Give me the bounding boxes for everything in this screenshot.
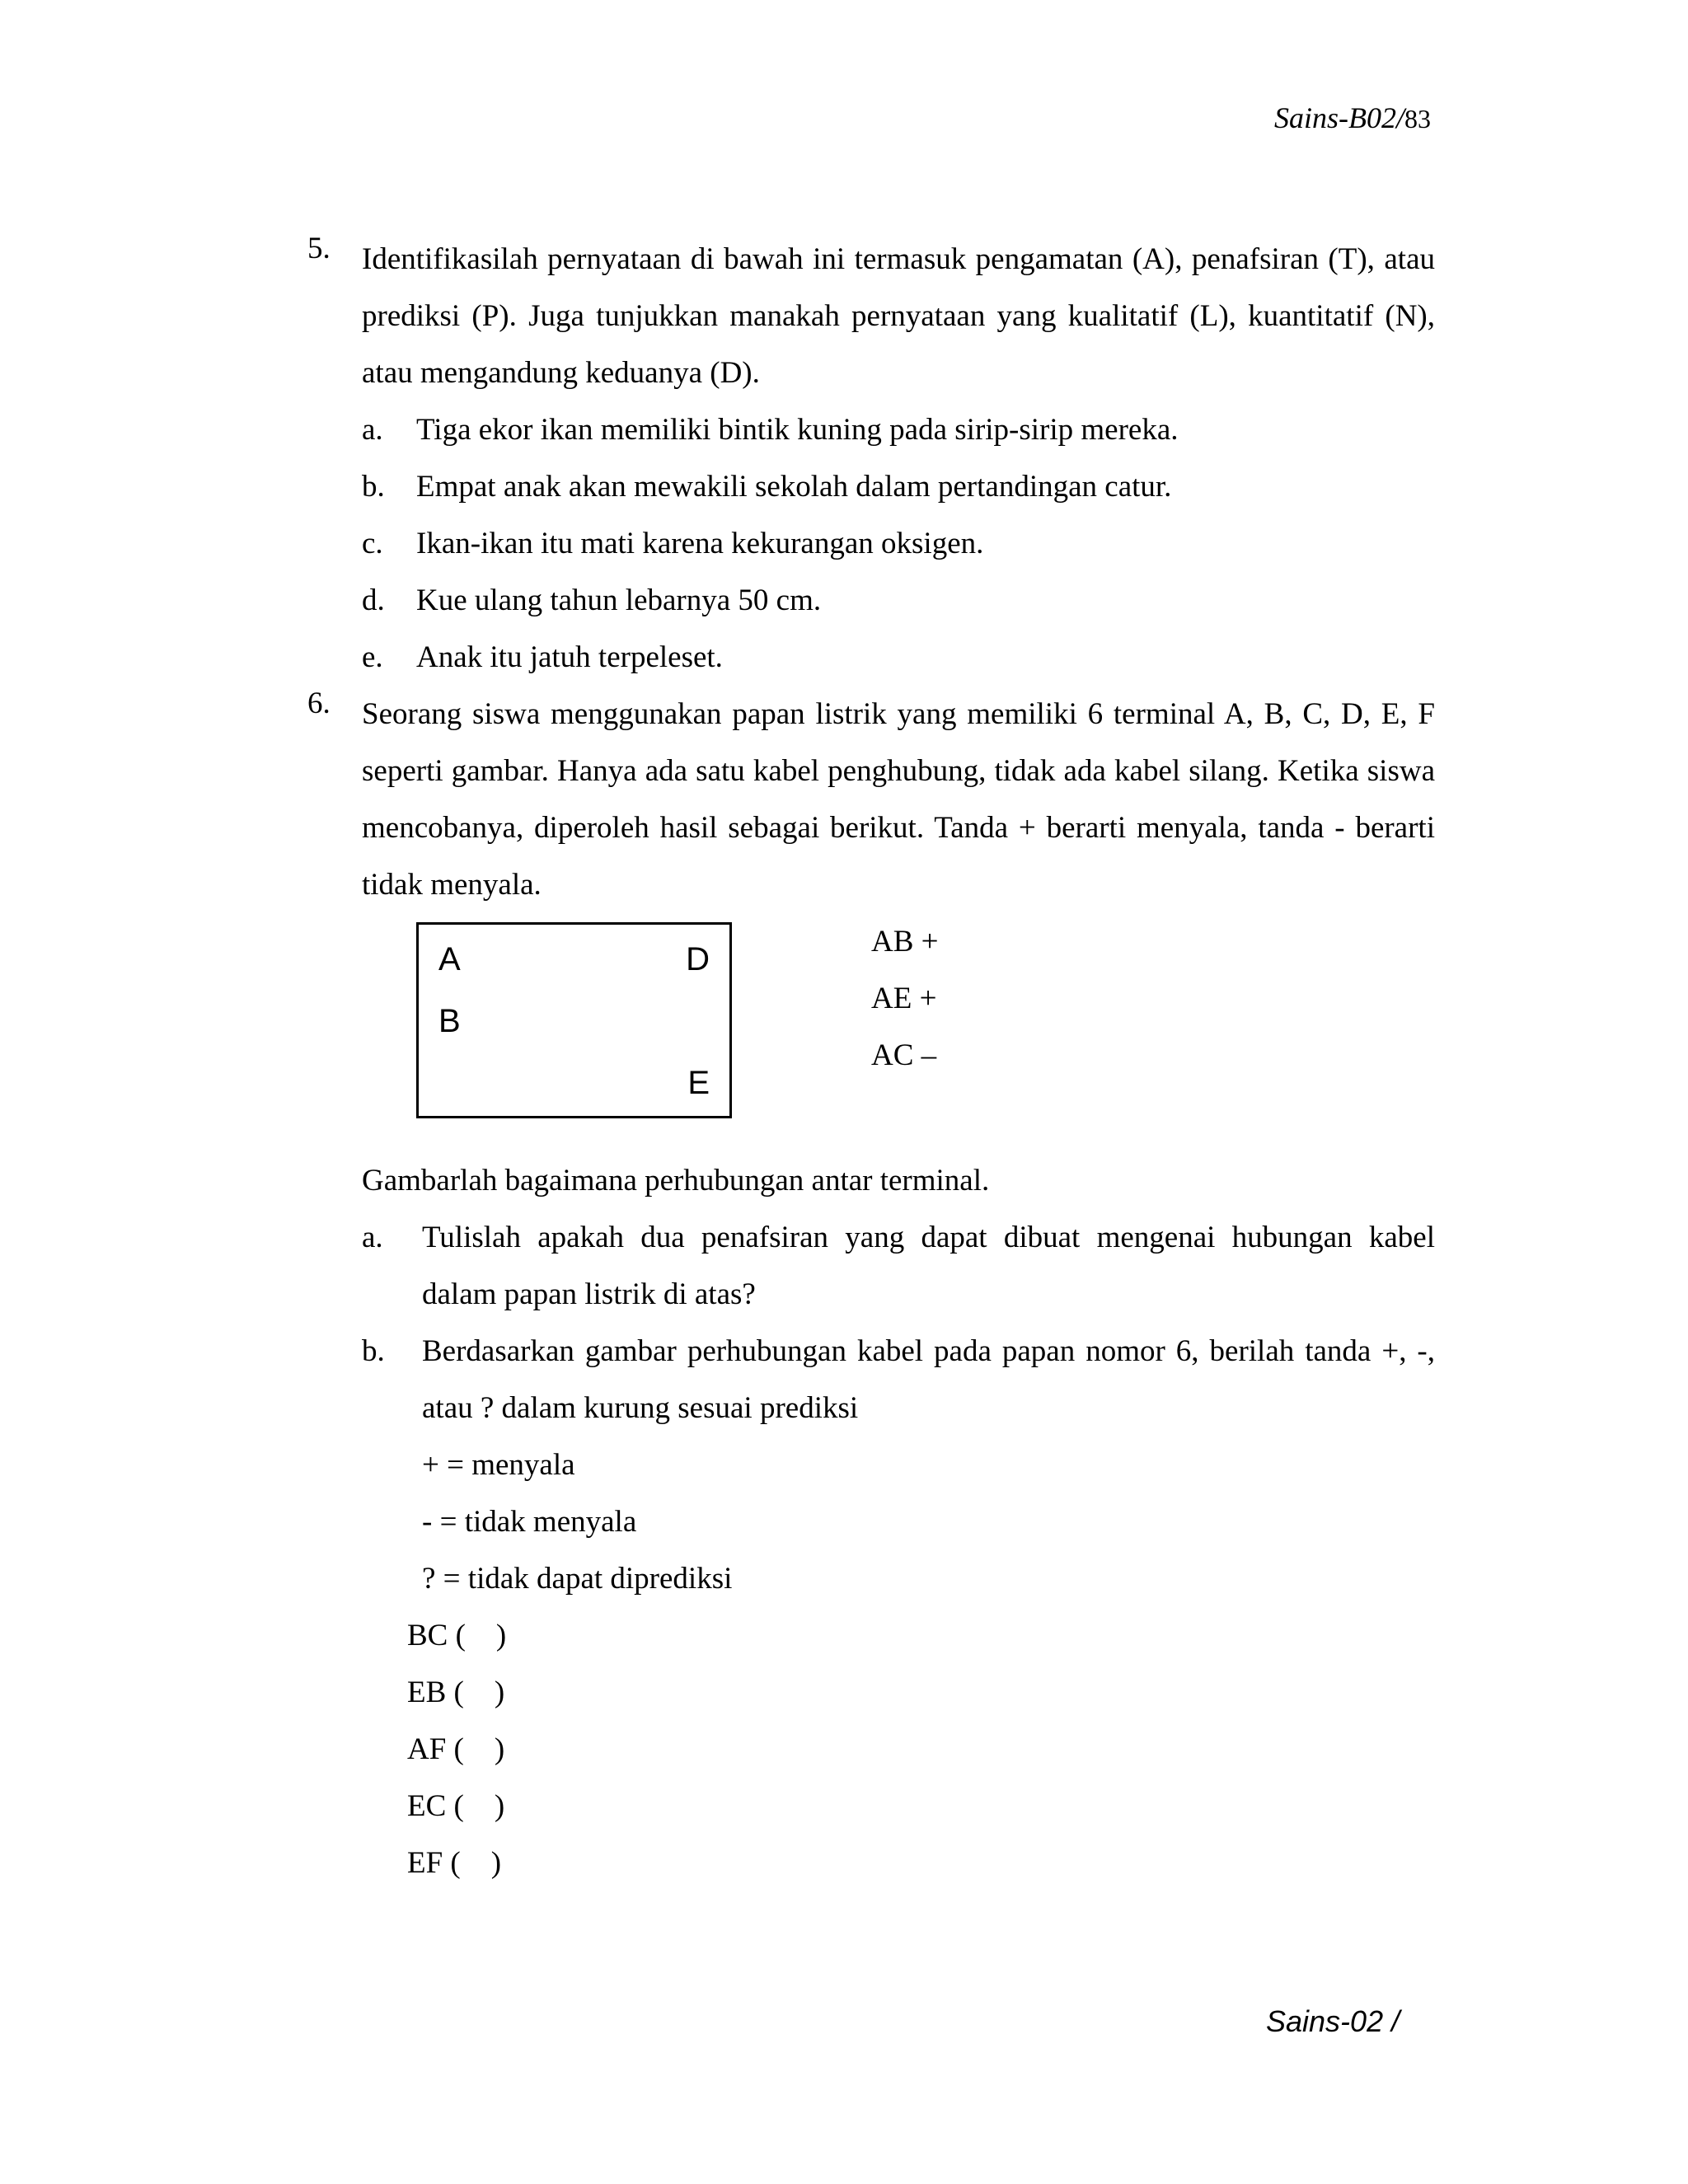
question-6-instruction: Gambarlah bagaimana perhubungan antar terminal. [362,1164,990,1197]
question-5 [307,231,1435,686]
question-5-items [362,401,1435,686]
item-label: a. [362,1221,383,1254]
item-label: b. [362,1334,385,1368]
terminal-b: B [438,1003,461,1039]
item-text: Kue ulang tahun lebarnya 50 cm. [416,583,822,617]
question-6-text: Seorang siswa menggunakan papan listrik yang memiliki 6 terminal A, B, C, D, E, F seperti gambar. Hanya ada satu kabel penghubung, tidak ada kabel silang. Ketika siswa mencobanya, diperoleh hasil sebagai berikut. Tanda + berarti menyala, tanda - berarti tidak menyala. [362,697,1435,902]
list-item [362,458,1435,515]
item-label: b. [362,470,385,504]
terminal-e: E [687,1065,710,1101]
legend-row: ? = tidak dapat diprediksi [422,1562,733,1596]
item-text: Tulislah apakah dua penafsiran yang dapat dibuat mengenai hubungan kabel dalam papan listrik di atas? [422,1221,1435,1311]
result-row: AE + [871,982,937,1015]
legend-row: - = tidak menyala [422,1505,637,1539]
item-label: d. [362,583,385,617]
list-item [362,401,1435,458]
answer-row: AF ( ) [407,1732,505,1766]
item-label: e. [362,640,383,674]
circuit-figure [362,913,1435,1152]
circuit-board [416,922,732,1118]
question-6-item-a [362,1209,1435,1323]
item-text: Ikan-ikan itu mati karena kekurangan oksigen. [416,527,984,560]
header-page-number: 83 [1404,104,1431,134]
list-item [362,515,1435,572]
list-item [362,572,1435,629]
page-header [1274,101,1431,135]
item-text: Anak itu jatuh terpeleset. [416,640,723,674]
question-5-text: Identifikasilah pernyataan di bawah ini termasuk pengamatan (A), penafsiran (T), atau prediksi (P). Juga tunjukkan manakah pernyataan yang kualitatif (L), kuantitatif (N), atau mengandung keduanya (D). [362,242,1435,390]
symbol-legend [362,1436,1435,1607]
result-row: AC – [871,1038,937,1072]
answer-list [362,1607,1435,1891]
answer-row: EB ( ) [407,1675,505,1709]
document-body [307,231,1435,1891]
answer-row: BC ( ) [407,1619,507,1652]
legend-row: + = menyala [422,1448,575,1482]
list-item [362,629,1435,686]
item-text: Tiga ekor ikan memiliki bintik kuning pada sirip-sirip mereka. [416,413,1179,447]
question-6-item-b [362,1323,1435,1436]
item-text: Berdasarkan gambar perhubungan kabel pada papan nomor 6, berilah tanda +, -, atau ? dalam kurung sesuai prediksi [422,1334,1435,1425]
terminal-a: A [438,941,461,977]
question-5-number: 5. [307,232,331,265]
header-code: Sains-B02/ [1274,101,1404,134]
terminal-d: D [686,941,710,977]
question-6-number: 6. [307,687,331,720]
answer-row: EC ( ) [407,1789,505,1823]
page-footer: Sains-02 / [1266,2004,1400,2038]
question-6 [307,686,1435,1891]
test-results [871,913,939,1084]
result-row: AB + [871,925,939,958]
answer-row: EF ( ) [407,1846,502,1880]
item-label: c. [362,527,383,560]
item-label: a. [362,413,383,447]
item-text: Empat anak akan mewakili sekolah dalam pertandingan catur. [416,470,1172,504]
